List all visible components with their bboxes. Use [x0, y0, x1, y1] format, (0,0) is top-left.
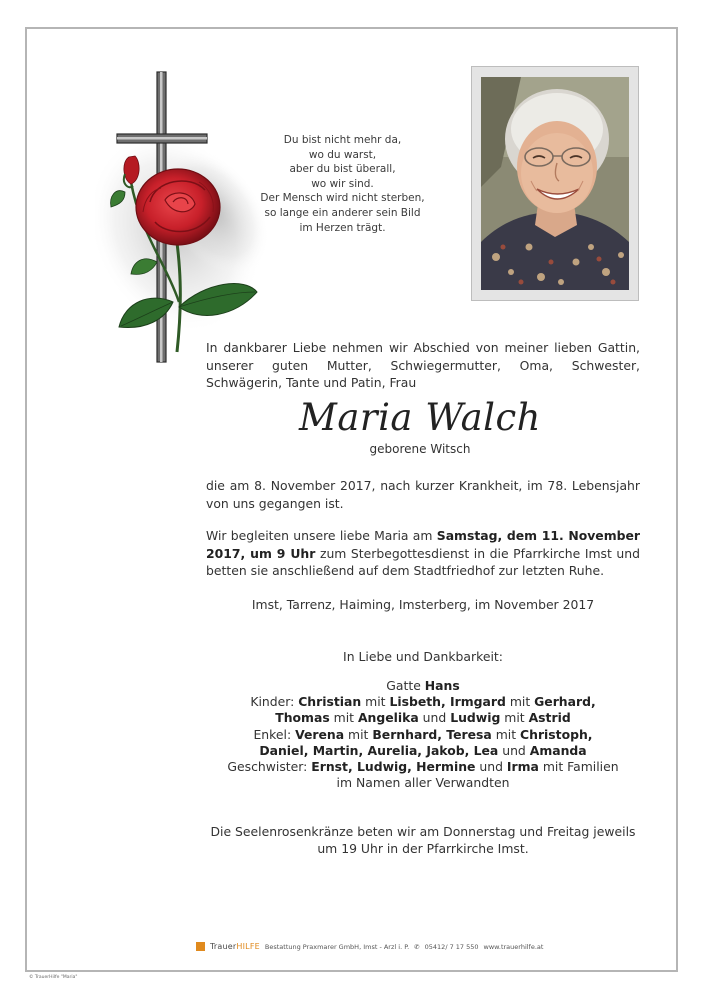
poem-line: wo wir sind.: [311, 177, 374, 190]
portrait-frame: [471, 66, 639, 301]
cross-rose-illustration: [95, 62, 270, 377]
poem-line: Du bist nicht mehr da,: [283, 134, 402, 146]
thanks-heading: In Liebe und Dankbarkeit:: [343, 649, 503, 664]
family-list: [206, 678, 640, 791]
rose-icon: [136, 169, 220, 245]
family-grandchildren: Enkel: Verena mit Bernhard, Teresa mit Christoph,: [253, 726, 593, 742]
poem-line: Der Mensch wird nicht sterben,: [260, 192, 425, 205]
family-children-cont: Thomas mit Angelika und Ludwig mit Astrid: [275, 710, 571, 726]
service-text: Wir begleiten unsere liebe Maria am Samstag, dem 11. November 2017, um 9 Uhr zum Sterbegottesdienst in die Pfarrkirche Imst und betten sie anschließend auf dem Stadtfriedhof zur letzten Ruhe.: [206, 528, 640, 579]
rosary-notice: Die Seelenrosenkränze beten wir am Donnerstag und Freitag jeweils um 19 Uhr in der Pfarrkirche Imst.: [210, 824, 636, 857]
poem-line: aber du bist überall,: [289, 163, 396, 176]
family-children: Kinder: Christian mit Lisbeth, Irmgard mit Gerhard,: [250, 694, 596, 710]
poem: [255, 133, 430, 235]
poem-line: im Herzen trägt.: [299, 221, 386, 234]
poem-line: wo du warst,: [308, 148, 377, 161]
family-grandchildren-cont: Daniel, Martin, Aurelia, Jakob, Lea und Amanda: [259, 742, 587, 758]
brand-name: TrauerHILFE: [210, 942, 260, 951]
family-relatives: im Namen aller Verwandten: [336, 775, 510, 791]
phone-icon: ✆: [414, 942, 420, 951]
footer-website[interactable]: www.trauerhilfe.at: [483, 942, 544, 951]
deceased-name: Maria Walch: [298, 396, 542, 439]
poem-line: so lange ein anderer sein Bild: [264, 206, 421, 219]
portrait-photo: [481, 77, 629, 290]
family-husband: Gatte Hans: [386, 678, 460, 693]
brand-logo-icon: [196, 942, 205, 951]
service-date: Samstag, dem 11. November 2017, um 9 Uhr: [206, 528, 640, 561]
family-siblings: Geschwister: Ernst, Ludwig, Hermine und Irma mit Familien: [227, 759, 619, 775]
copyright-note: © TrauerHilfe "Maria": [29, 975, 78, 980]
maiden-name: geborene Witsch: [369, 442, 471, 456]
footer: [196, 942, 556, 951]
footer-company: Bestattung Praxmarer GmbH, Imst - Arzl i. P.: [264, 942, 410, 951]
intro-text: In dankbarer Liebe nehmen wir Abschied von meiner lieben Gattin, unserer guten Mutter, Schwiegermutter, Oma, Schwester, Schwägerin, Tante und Patin, Frau: [206, 340, 640, 391]
footer-phone: 05412/ 7 17 550: [424, 942, 479, 951]
death-notice-text: die am 8. November 2017, nach kurzer Krankheit, im 78. Lebensjahr von uns gegangen ist.: [206, 478, 640, 511]
place-date-line: Imst, Tarrenz, Haiming, Imsterberg, im November 2017: [251, 597, 595, 612]
